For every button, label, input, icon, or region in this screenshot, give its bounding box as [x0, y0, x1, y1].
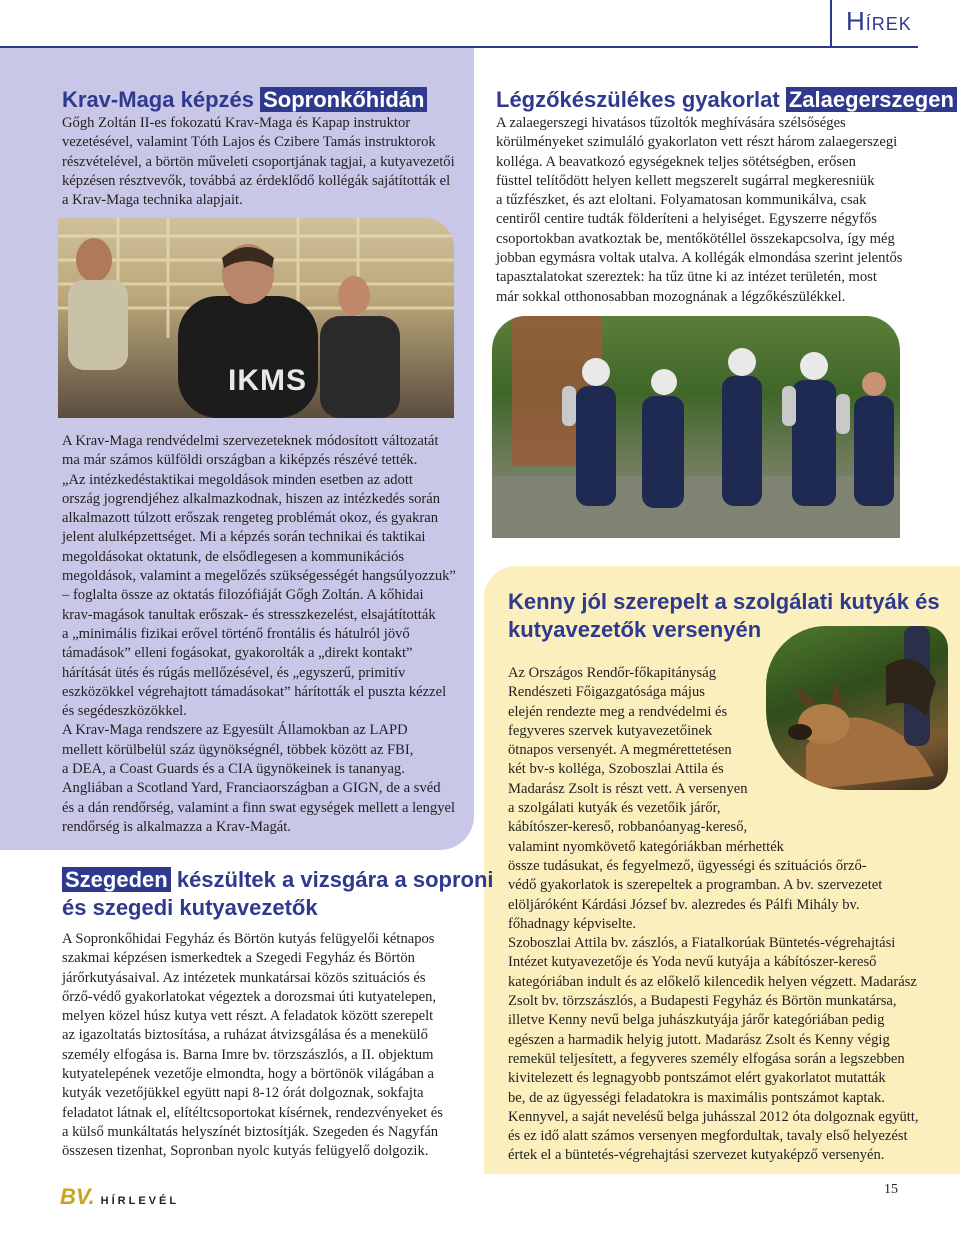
legzo-title-highlight: Zalaegerszegen	[786, 87, 957, 112]
text-line: kábítószer-kereső, robbanóanyag-kereső,	[508, 819, 748, 836]
text-line: eszközökkel végrehajtott támadásokat” hárították el puszta kézzel	[62, 683, 447, 700]
kravmaga-body	[62, 432, 462, 837]
text-line: és ez idő alatt számos versenyen megfordultak, tavaly első helyezést	[508, 1128, 908, 1145]
text-line: védő gyakorlatok is szerepeltek a programban. A bv. szervezetet	[508, 877, 883, 894]
text-line: már sokkal otthonosabban mozognának a légzőkészülékkel.	[496, 288, 846, 305]
text-line: A zalaegerszegi hivatásos tűzoltók meghívására szélsőséges	[496, 115, 846, 131]
kravmaga-intro	[62, 114, 462, 210]
kenny-title-line-1: Kenny jól szerepelt a szolgálati kutyák és	[508, 589, 940, 614]
text-line: Rendészeti Főigazgatósága május	[508, 684, 705, 701]
szeged-title-line-2: és szegedi kutyavezetők	[62, 895, 318, 920]
text-line: a tűzfészket, és azt eloltani. Folyamatosan kommunikálva, csak	[496, 192, 867, 209]
kravmaga-title-text: Krav-Maga képzés	[62, 87, 254, 112]
text-line: főhadnagy képviselte.	[508, 915, 637, 932]
legzo-title-text: Légzőkészülékes gyakorlat	[496, 87, 780, 112]
text-line: csoportokban avatkoztak be, mentőkötéllel összekapcsolva, így még	[496, 230, 895, 247]
text-line: illetve Kenny nevű belga juhászkutyája járőr kategóriában pedig	[508, 1012, 885, 1029]
text-line: be, de az ügyességi feladatokra is maximális pontszámot kaptak.	[508, 1089, 885, 1106]
text-line: remekül teljesített, a fegyveres személy elfogása során a legszebben	[508, 1050, 905, 1067]
text-line: őrző-védő gyakorlatokat végeztek a dorozsmai úti kutyatelepen,	[62, 988, 437, 1005]
text-line: fegyveres szervek kutyavezetőinek	[508, 722, 713, 739]
text-line: kutyatelepének vezetője elmondta, hogy a börtönök világában a	[62, 1066, 435, 1083]
text-line: Angliában a Scotland Yard, Franciaországban a GIGN, de a svéd	[62, 780, 441, 797]
text-line: ötnapos versenyét. A megmérettetésen	[508, 742, 732, 759]
text-line: Szoboszlai Attila bv. zászlós, a Fiatalkorúak Büntetés-végrehajtási	[508, 935, 896, 952]
kenny-photo	[766, 626, 948, 790]
text-line: a szolgálati kutyák és vezetőik járőr,	[508, 800, 721, 817]
text-line: ma már számos külföldi országban a kiképzés részévé tették.	[62, 452, 418, 469]
text-line: A Krav-Maga rendvédelmi szervezeteknek módosított változatát	[62, 433, 439, 449]
text-line: megoldásokat oktatunk, de elsődlegesen a kommunikációs	[62, 548, 405, 565]
legzo-title	[496, 86, 957, 114]
text-line: Zsolt bv. törzszászlós, a Budapesti Fegyház és Börtön munkatársa,	[508, 993, 897, 1010]
szeged-title-line-1	[62, 866, 494, 894]
footer-logo-label: HÍRLEVÉL	[100, 1195, 180, 1207]
section-title: Hírek	[846, 6, 912, 36]
text-line: kolléga. A beavatkozó egységeknek teljes sötétségben, erősen	[496, 153, 856, 170]
text-line: elöljáróként Kárdási József bv. alezredes és Pálfi Mihály bv.	[508, 896, 860, 913]
firefighter-scene	[492, 316, 900, 538]
text-line: alkalmazott túlzott erőszak rengeteg problémát okoz, és gyakran	[62, 510, 439, 527]
text-line: az igazoltatás biztosítása, a ruházat átvizsgálása és a menekülő	[62, 1027, 428, 1044]
text-line: „Az intézkedéstaktikai megoldások minden esetben az adott	[62, 471, 413, 488]
text-line: Gőgh Zoltán II-es fokozatú Krav-Maga és Kapap instruktor	[62, 115, 411, 131]
text-line: megoldások, valamint a megelőzés szükségességét hangsúlyozzuk”	[62, 568, 456, 585]
text-line: A Sopronkőhidai Fegyház és Börtön kutyás felügyelői kétnapos	[62, 931, 435, 947]
text-line: Kennyvel, a saját nevelésű belga juhásszal 2012 óta dolgoznak együtt,	[508, 1108, 919, 1125]
text-line: Madarász Zsolt is részt vett. A versenyen	[508, 780, 748, 797]
text-line: Intézet kutyavezetője és Yoda nevű kutyája a kábítószer-kereső	[508, 954, 877, 971]
kenny-intro	[508, 664, 760, 838]
legzo-body	[496, 114, 916, 307]
text-line: a külső munkáltatás helyszínét biztosítják. Szegeden és Nagyfán	[62, 1123, 439, 1140]
text-line: feladatot látnak el, elítéltcsoportokat kísérnek, rendezvényeket és	[62, 1104, 443, 1121]
text-line: jobban egymásra voltak utalva. A kollégák elmondása szerint jelentős	[496, 250, 903, 267]
text-line: krav-magások tanultak erőszak- és stresszkezelést, elsajátították	[62, 606, 436, 623]
text-line: személy elfogása is. Barna Imre bv. törzszászlós, a II. objektum	[62, 1046, 434, 1063]
text-line: egészen a harmadik helyig jutott. Madarász Zsolt és Kenny végig	[508, 1031, 890, 1048]
text-line: ország jogrendjéhez alkalmazkodnak, hiszen az intézkedés során	[62, 490, 441, 507]
text-line: kutyák vezetőjükkel együtt napi 8-12 órát dolgoznak, sokfajta	[62, 1085, 424, 1102]
legzo-photo	[492, 316, 900, 538]
text-line: képzésen résztvevők, továbbá az érdeklődő kollégák sajátították el	[62, 172, 451, 189]
kenny-title-line-2: kutyavezetők versenyén	[508, 617, 762, 642]
text-line: elején rendezte meg a rendvédelmi és	[508, 703, 728, 720]
text-line: jelent alulképzettséget. Mi a képzés során technikai és taktikai	[62, 529, 426, 546]
text-line: kategóriában indult és az előkelő kilencedik helyen végzett. Madarász	[508, 973, 917, 990]
kenny-body	[508, 838, 938, 1166]
text-line: valamint nyomkövető kategóriákban mérhették	[508, 838, 784, 855]
text-line: részvételével, a börtön műveleti csoportjának tagjai, a kutyavezetői	[62, 153, 455, 170]
text-line: – foglalta össze az oktatás filozófiáját Gőgh Zoltán. A kőhidai	[62, 587, 424, 604]
kravmaga-photo	[58, 218, 454, 418]
text-line: a „minimális fizikai erővel történő frontális és hátulról jövő	[62, 625, 410, 642]
text-line: és segédeszközökkel.	[62, 703, 187, 720]
szeged-body	[62, 930, 462, 1162]
text-line: értek el a büntetés-végrehajtási szervezet kutyaképző versenyén.	[508, 1147, 885, 1164]
szeged-title-rest: készültek a vizsgára a soproni	[176, 867, 494, 892]
footer-logo	[60, 1184, 179, 1210]
text-line: kivitelezett és legnagyobb pontszámot elért gyakorlatot mutatták	[508, 1070, 886, 1087]
text-line: melyen közel húsz kutya vett részt. A feladatok között szerepelt	[62, 1008, 434, 1025]
text-line: a DEA, a Coast Guards és a CIA ügynökeinek is tananyag.	[62, 761, 405, 778]
text-line: füsttel telítődött helyen kellett megszerelt sugárral megkeresniük	[496, 172, 875, 189]
text-line: tapasztalatokat szereztek: ha tűz ütne ki az intézet területén, most	[496, 269, 877, 286]
text-line: rendőrség is alkalmazza a Krav-Magát.	[62, 818, 291, 835]
dog-scene	[766, 626, 948, 790]
text-line: összesen tizenhat, Sopronban nyolc kutyás felügyelő dolgozik.	[62, 1143, 429, 1160]
text-line: támadások” elleni fogásokat, gyakorolták a „direkt kontakt”	[62, 645, 413, 662]
text-line: két bv-s kolléga, Szoboszlai Attila és	[508, 761, 724, 778]
text-line: mellett körülbelül száz ügynökségnél, többek között az FBI,	[62, 741, 414, 758]
page-number: 15	[884, 1182, 898, 1197]
text-line: körülményeket szimuláló gyakorlaton vett részt három zalaegerszegi	[496, 134, 898, 151]
text-line: centiről centire tudták földeríteni a helyiséget. Egyszerre négyfős	[496, 211, 877, 228]
text-line: Az Országos Rendőr-főkapitányság	[508, 665, 717, 681]
text-line: össze tudásukat, és fegyelmező, ügyességi és szituációs őrző-	[508, 857, 867, 874]
text-line: a Krav-Maga technika alapjait.	[62, 192, 243, 209]
kravmaga-title	[62, 86, 427, 114]
section-tab	[830, 0, 960, 46]
text-line: A Krav-Maga rendszere az Egyesült Államokban az LAPD	[62, 722, 408, 739]
text-line: járőrkutyásaival. Az intézetek munkatársai közös szituációs és	[62, 969, 426, 986]
footer-logo-mark: BV.	[60, 1184, 95, 1209]
text-line: és a dán rendőrség, valamint a finn swat egységek mellett a lengyel	[62, 799, 456, 816]
szeged-title-highlight: Szegeden	[62, 867, 171, 892]
text-line: vezetésével, valamint Tóth Lajos és Czibere Tamás instruktorok	[62, 134, 436, 151]
text-line: szakmai képzésen ismerkedtek a Szegedi Fegyház és Börtön	[62, 950, 415, 967]
kravmaga-title-highlight: Sopronkőhidán	[260, 87, 427, 112]
ikms-shirt-logo: IKMS	[228, 364, 307, 397]
text-line: hárítását ütés és rúgás mellőzésével, és „egyszerű, primitív	[62, 664, 406, 681]
